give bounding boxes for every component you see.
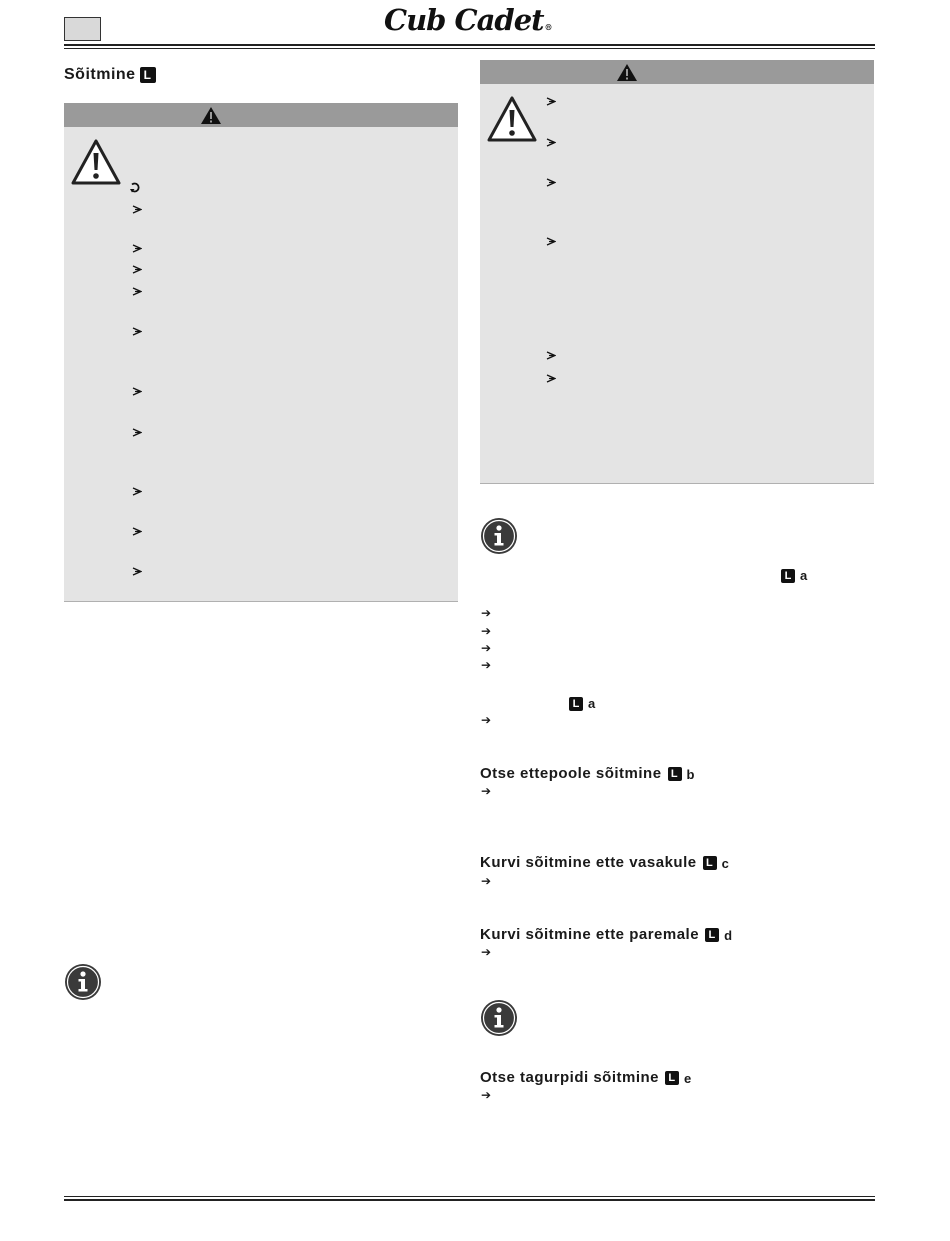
chevron-bullet-icon (132, 387, 142, 397)
chevron-bullet-icon (546, 374, 556, 384)
figure-ref-a: L a (569, 695, 595, 713)
chevron-bullet-icon (132, 327, 142, 337)
arrow-bullet-icon: ➔ (481, 658, 492, 672)
chevron-bullet-icon (132, 428, 142, 438)
arrow-bullet-icon: ➔ (481, 945, 492, 959)
heading-forward-right: Kurvi sõitmine ette paremale L d (480, 926, 733, 943)
warning-triangle-icon (200, 106, 222, 125)
arrow-bullet-icon: ➔ (481, 1088, 492, 1102)
info-icon (64, 963, 102, 1001)
warning-triangle-icon (70, 138, 122, 186)
brand-logo: Cub Cadet® (384, 3, 552, 37)
heading-forward: Otse ettepoole sõitmine L b (480, 765, 695, 782)
arrow-bullet-icon: ➔ (481, 624, 492, 638)
warning-panel-right (480, 60, 874, 484)
arrow-bullet-icon: ➔ (481, 713, 492, 727)
info-icon (480, 517, 518, 555)
header-rule-thin (64, 48, 875, 49)
chevron-bullet-icon (546, 178, 556, 188)
chevron-bullet-icon (546, 138, 556, 148)
arrow-bullet-icon: ➔ (481, 606, 492, 620)
heading-forward-left: Kurvi sõitmine ette vasakule L c (480, 854, 730, 871)
chevron-bullet-icon (132, 205, 142, 215)
header-rule (64, 44, 875, 46)
arrow-bullet-icon: ➔ (481, 641, 492, 655)
chevron-bullet-icon (132, 487, 142, 497)
footer-rule-thin (64, 1196, 875, 1197)
chevron-bullet-icon (132, 244, 142, 254)
chevron-bullet-icon (546, 351, 556, 361)
warning-panel-left (64, 103, 458, 602)
warning-bar (480, 60, 874, 84)
heading-reverse: Otse tagurpidi sõitmine L e (480, 1069, 692, 1086)
language-box (64, 17, 101, 41)
footer-rule (64, 1199, 875, 1201)
section-title: Sõitmine L (64, 66, 156, 84)
warning-bar (64, 103, 458, 127)
chevron-bullet-icon (132, 287, 142, 297)
warning-triangle-icon (616, 63, 638, 82)
chevron-bullet-icon (546, 97, 556, 107)
warning-triangle-icon (486, 95, 538, 143)
arrow-bullet-icon: ➔ (481, 784, 492, 798)
figure-ref-a: L a (781, 567, 807, 585)
chevron-bullet-icon (132, 527, 142, 537)
chevron-bullet-icon (132, 265, 142, 275)
arrow-bullet-icon: ➔ (481, 874, 492, 888)
info-icon (480, 999, 518, 1037)
chevron-bullet-icon (546, 237, 556, 247)
chevron-bullet-icon (132, 567, 142, 577)
circle-arrow-icon (130, 182, 141, 193)
section-badge: L (140, 67, 156, 83)
